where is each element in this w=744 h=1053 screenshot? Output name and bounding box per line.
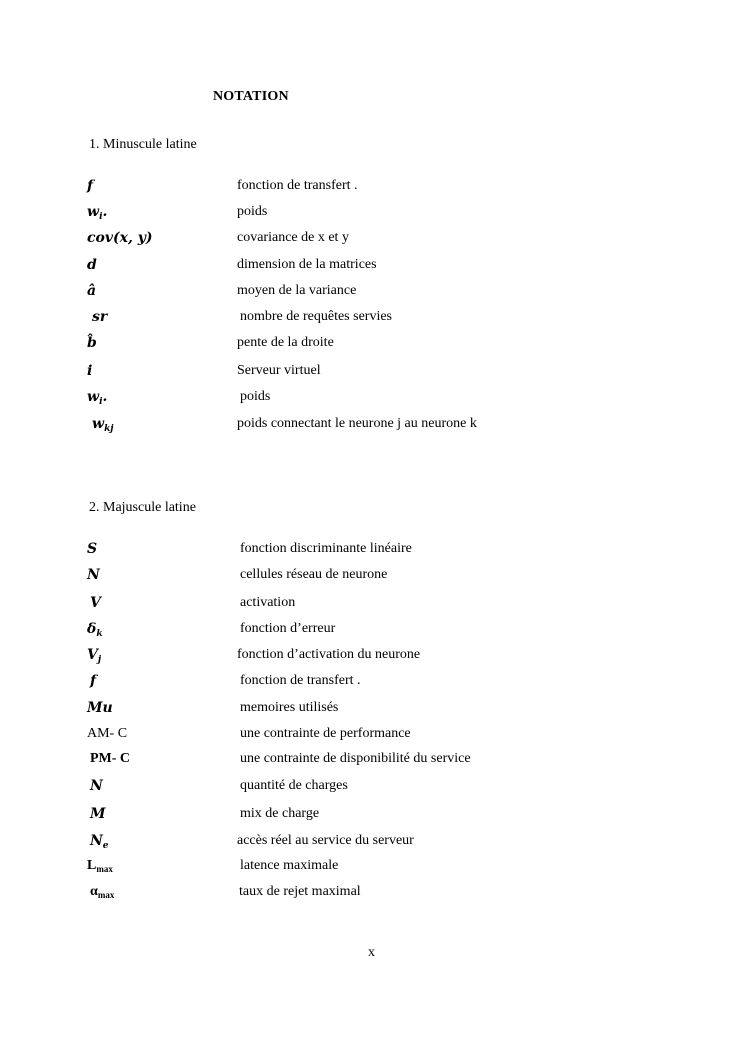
notation-row [0, 567, 744, 587]
notation-row [0, 363, 744, 383]
notation-row [0, 621, 744, 641]
notation-description: dimension de la matrices [237, 257, 377, 272]
notation-symbol: N [87, 567, 100, 583]
notation-symbol: $w_i$. [87, 204, 108, 222]
notation-description: quantité de charges [240, 778, 348, 793]
notation-description: fonction de transfert . [240, 673, 361, 688]
notation-row [0, 726, 744, 746]
notation-symbol: cov(x, y) [87, 230, 153, 246]
notation-row [0, 178, 744, 198]
notation-row [0, 283, 744, 303]
notation-symbol: i [87, 363, 93, 379]
notation-symbol: sr [92, 309, 108, 325]
notation-symbol: S [87, 541, 98, 557]
notation-symbol: f [87, 178, 94, 194]
notation-row [0, 389, 744, 409]
notation-symbol: $w_i$. [87, 389, 108, 407]
notation-symbol: $V_j$ [87, 647, 102, 665]
notation-row [0, 806, 744, 826]
notation-symbol: Mu [87, 700, 113, 716]
notation-row [0, 335, 744, 355]
notation-description: taux de rejet maximal [239, 884, 361, 899]
notation-row [0, 751, 744, 771]
notation-description: poids [240, 389, 271, 404]
notation-description: moyen de la variance [237, 283, 357, 298]
notation-row [0, 204, 744, 224]
notation-row [0, 778, 744, 798]
notation-symbol: PM- C [90, 751, 131, 766]
notation-description: mix de charge [240, 806, 320, 821]
notation-symbol: M [90, 806, 106, 822]
notation-symbol: N [90, 778, 103, 794]
notation-row [0, 884, 744, 904]
notation-symbol: V [90, 595, 101, 611]
notation-row [0, 257, 744, 277]
notation-description: latence maximale [240, 858, 339, 873]
notation-row [0, 230, 744, 250]
notation-description: nombre de requêtes servies [240, 309, 392, 324]
page-number: x [368, 945, 375, 960]
notation-description: memoires utilisés [240, 700, 339, 715]
page-title: NOTATION [213, 89, 289, 104]
notation-symbol: $w_{kj}$ [92, 416, 114, 434]
notation-row [0, 647, 744, 667]
notation-row [0, 309, 744, 329]
section-heading-uppercase: 2. Majuscule latine [89, 500, 196, 515]
notation-row [0, 595, 744, 615]
notation-row [0, 700, 744, 720]
notation-description: fonction d’erreur [240, 621, 336, 636]
section-heading-lowercase: 1. Minuscule latine [89, 137, 197, 152]
notation-description: accès réel au service du serveur [237, 833, 414, 848]
notation-description: fonction de transfert . [237, 178, 358, 193]
notation-row [0, 833, 744, 853]
notation-description: une contrainte de performance [240, 726, 411, 741]
notation-row [0, 858, 744, 878]
notation-row [0, 673, 744, 693]
notation-description: cellules réseau de neurone [240, 567, 388, 582]
notation-description: activation [240, 595, 296, 610]
notation-row [0, 541, 744, 561]
notation-description: poids connectant le neurone j au neurone k [237, 416, 477, 431]
notation-description: poids [237, 204, 268, 219]
notation-symbol: â [87, 283, 97, 299]
notation-description: fonction d’activation du neurone [237, 647, 421, 662]
notation-description: une contrainte de disponibilité du service [240, 751, 471, 766]
notation-symbol: $N_e$ [90, 833, 109, 851]
notation-symbol: $\delta_k$ [87, 621, 103, 639]
notation-symbol: $\alpha_{max}$ [90, 884, 115, 900]
notation-symbol: f [90, 673, 97, 689]
notation-symbol: b̂ [87, 335, 97, 351]
notation-row [0, 416, 744, 436]
notation-description: Serveur virtuel [237, 363, 321, 378]
notation-description: fonction discriminante linéaire [240, 541, 412, 556]
notation-symbol: AM- C [87, 726, 128, 741]
notation-symbol: $L_{max}$ [87, 858, 113, 874]
notation-description: pente de la droite [237, 335, 334, 350]
notation-description: covariance de x et y [237, 230, 349, 245]
notation-symbol: d [87, 257, 97, 273]
